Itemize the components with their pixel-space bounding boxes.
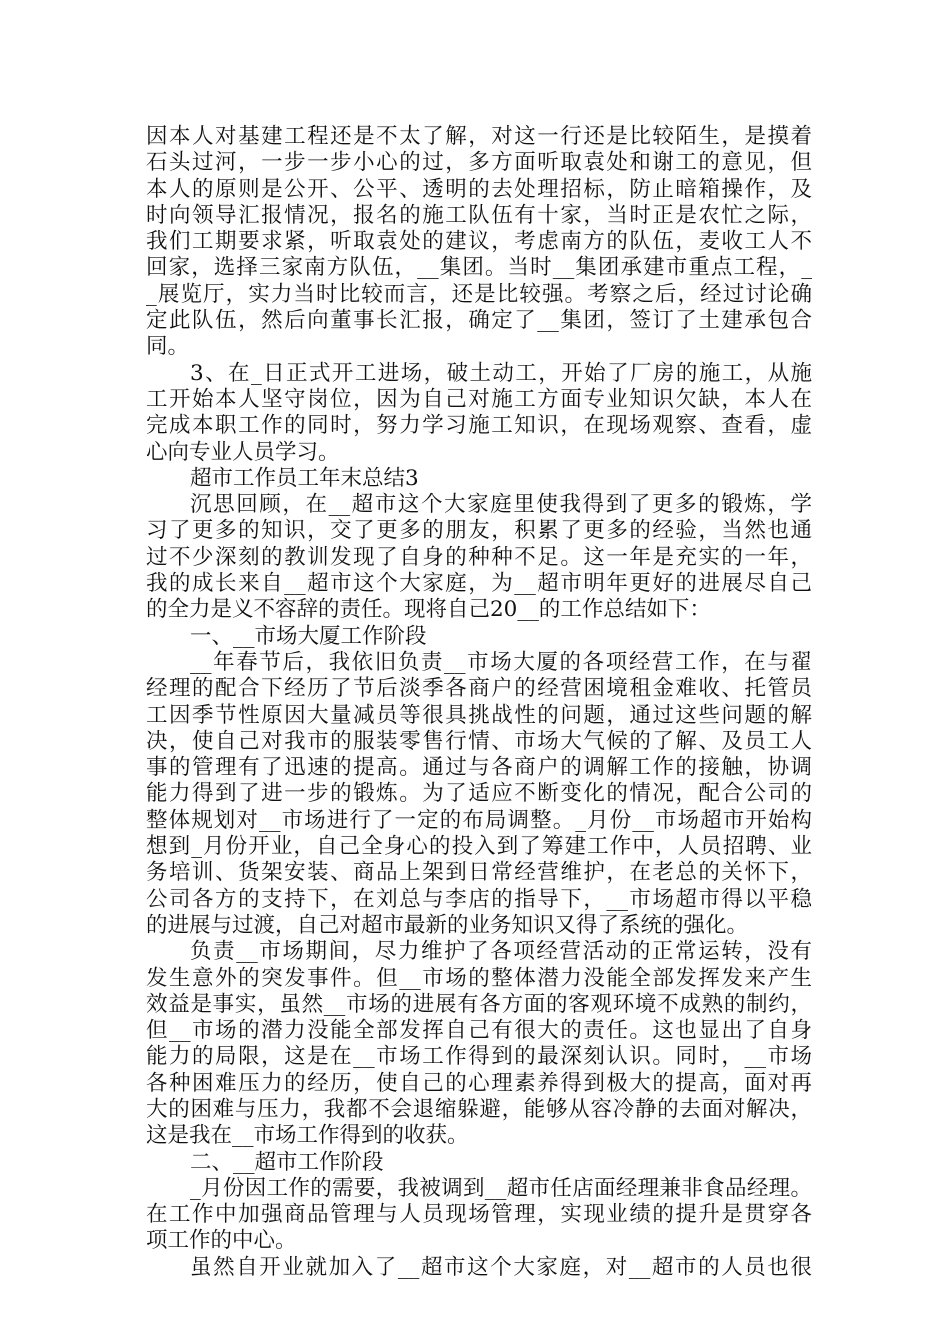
text-line: _展览厅，实力当时比较而言，还是比较强。考察之后，经过讨论确 <box>146 281 812 307</box>
text-line: 二、__超市工作阶段 <box>190 1149 384 1175</box>
text-line: 一、__市场大厦工作阶段 <box>190 623 427 649</box>
text-line: __年春节后，我依旧负责__市场大厦的各项经营工作，在与翟 <box>190 649 812 675</box>
text-line: _月份因工作的需要，我被调到__超市任店面经理兼非食品经理。 <box>190 1175 812 1201</box>
text-line: 时向领导汇报情况，报名的施工队伍有十家，当时正是农忙之际， <box>146 202 812 228</box>
text-line: 定此队伍，然后向董事长汇报，确定了__集团，签订了土建承包合 <box>146 308 812 334</box>
text-line: 经理的配合下经历了节后淡季各商户的经营困境租金难收、托管员 <box>146 676 812 702</box>
text-line: 在工作中加强商品管理与人员现场管理，实现业绩的提升是贯穿各 <box>146 1202 812 1228</box>
text-line: 项工作的中心。 <box>146 1228 297 1254</box>
text-line: 石头过河，一步一步小心的过，多方面听取袁处和谢工的意见，但 <box>146 150 812 176</box>
text-line: 过不少深刻的教训发现了自身的种种不足。这一年是充实的一年， <box>146 544 812 570</box>
text-line: 沉思回顾，在__超市这个大家庭里使我得到了更多的锻炼，学 <box>190 492 812 518</box>
text-line: 回家，选择三家南方队伍，__集团。当时__集团承建市重点工程，_ <box>146 255 812 281</box>
text-line: 工开始本人坚守岗位，因为自己对施工方面专业知识欠缺，本人在 <box>146 386 812 412</box>
text-line: 完成本职工作的同时，努力学习施工知识，在现场观察、查看，虚 <box>146 413 812 439</box>
text-line: 习了更多的知识，交了更多的朋友，积累了更多的经验，当然也通 <box>146 518 812 544</box>
text-line: 我的成长来自__超市这个大家庭，为__超市明年更好的进展尽自己 <box>146 571 812 597</box>
text-line: 各种困难压力的经历，使自己的心理素养得到极大的提高，面对再 <box>146 1070 812 1096</box>
text-line: 发生意外的突发事件。但__市场的整体潜力没能全部发挥发来产生 <box>146 965 812 991</box>
document-body <box>146 124 812 1281</box>
text-line: 整体规划对__市场进行了一定的布局调整。_月份__市场超市开始构 <box>146 807 812 833</box>
text-line: 工因季节性原因大量减员等很具挑战性的问题，通过这些问题的解 <box>146 702 812 728</box>
text-line: 本人的原则是公开、公平、透明的去处理招标，防止暗箱操作，及 <box>146 176 812 202</box>
text-line: 事的管理有了迅速的提高。通过与各商户的调解工作的接触，协调 <box>146 755 812 781</box>
text-line: 大的困难与压力，我都不会退缩躲避，能够从容冷静的去面对解决， <box>146 1096 812 1122</box>
text-line: 我们工期要求紧，听取袁处的建议，考虑南方的队伍，麦收工人不 <box>146 229 812 255</box>
text-line: 能力的局限，这是在__市场工作得到的最深刻认识。同时，__市场 <box>146 1044 812 1070</box>
text-line: 决，使自己对我市的服装零售行情、市场大气候的了解、及员工人 <box>146 728 812 754</box>
text-line: 超市工作员工年末总结3 <box>190 465 419 491</box>
text-line: 效益是事实，虽然__市场的进展有各方面的客观环境不成熟的制约， <box>146 991 812 1017</box>
text-line: 的全力是义不容辞的责任。现将自己20__的工作总结如下： <box>146 597 711 623</box>
text-line: 但__市场的潜力没能全部发挥自己有很大的责任。这也显出了自身 <box>146 1018 812 1044</box>
text-line: 这是我在__市场工作得到的收获。 <box>146 1123 469 1149</box>
text-line: 想到_月份开业，自己全身心的投入到了筹建工作中，人员招聘、业 <box>146 834 812 860</box>
text-line: 虽然自开业就加入了__超市这个大家庭，对__超市的人员也很 <box>190 1254 812 1280</box>
text-line: 同。 <box>146 334 190 360</box>
text-line: 的进展与过渡，自己对超市最新的业务知识又得了系统的强化。 <box>146 912 749 938</box>
text-line: 能力得到了进一步的锻炼。为了适应不断变化的情况，配合公司的 <box>146 781 812 807</box>
text-line: 负责__市场期间，尽力维护了各项经营活动的正常运转，没有 <box>190 939 812 965</box>
text-line: 3、在_日正式开工进场，破土动工，开始了厂房的施工，从施 <box>190 360 812 386</box>
text-line: 务培训、货架安装、商品上架到日常经营维护，在老总的关怀下， <box>146 860 812 886</box>
text-line: 心向专业人员学习。 <box>146 439 340 465</box>
text-line: 公司各方的支持下，在刘总与李店的指导下，__市场超市得以平稳 <box>146 886 812 912</box>
text-line: 因本人对基建工程还是不太了解，对这一行还是比较陌生，是摸着 <box>146 124 812 149</box>
